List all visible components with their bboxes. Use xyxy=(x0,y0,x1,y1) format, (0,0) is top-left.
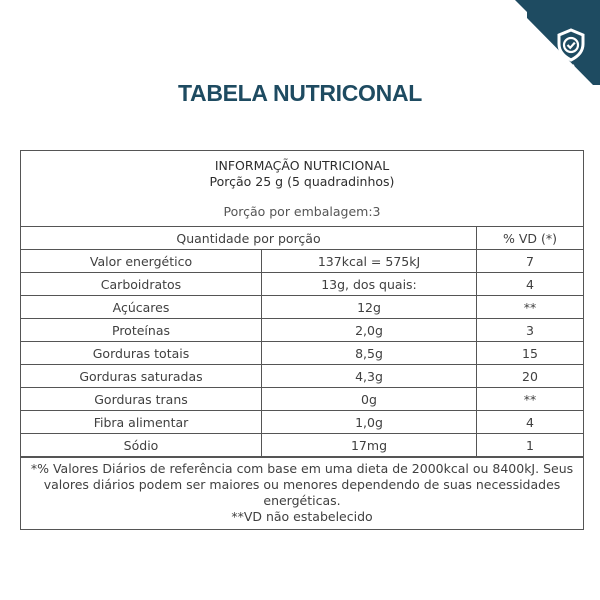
table-row xyxy=(21,365,583,388)
nutrient-amount: 2,0g xyxy=(262,319,477,342)
col-header-quantity: Quantidade por porção xyxy=(21,227,477,250)
nutrient-vd: ** xyxy=(477,388,584,411)
portions-per-package: Porção por embalagem:3 xyxy=(223,204,381,219)
table-heading: INFORMAÇÃO NUTRICIONAL xyxy=(214,158,390,173)
nutrient-name: Sódio xyxy=(21,434,262,457)
page-title: TABELA NUTRICONAL xyxy=(177,80,423,106)
nutrient-name: Valor energético xyxy=(21,250,262,273)
nutrient-name: Proteínas xyxy=(21,319,262,342)
nutrient-amount: 4,3g xyxy=(262,365,477,388)
badge-line-1: COMPRA xyxy=(535,63,577,73)
table-row xyxy=(21,411,583,434)
footnote-block xyxy=(21,457,583,529)
nutrient-vd: 3 xyxy=(477,319,584,342)
nutrient-vd: 7 xyxy=(477,250,584,273)
nutrient-vd: 4 xyxy=(477,411,584,434)
nutrient-amount: 12g xyxy=(262,296,477,319)
nutrient-vd: ** xyxy=(477,296,584,319)
nutrient-amount: 13g, dos quais: xyxy=(262,273,477,296)
badge-line-2: SEGURA xyxy=(536,73,576,83)
nutrient-grid xyxy=(21,226,583,457)
table-row xyxy=(21,319,583,342)
nutrient-amount: 1,0g xyxy=(262,411,477,434)
nutrient-amount: 8,5g xyxy=(262,342,477,365)
table-row xyxy=(21,388,583,411)
nutrition-table xyxy=(20,150,584,530)
col-header-vd: % VD (*) xyxy=(477,227,584,250)
nutrient-vd: 20 xyxy=(477,365,584,388)
nutrient-vd: 4 xyxy=(477,273,584,296)
nutrient-amount: 0g xyxy=(262,388,477,411)
table-row xyxy=(21,296,583,319)
table-row xyxy=(21,342,583,365)
nutrient-amount: 17mg xyxy=(262,434,477,457)
footnote-daily-values: *% Valores Diários de referência com base em uma dieta de 2000kcal ou 8400kJ. Seus valores diários podem ser maiores ou menores dependendo de suas necessidades energéticas. xyxy=(30,461,574,508)
table-header-block xyxy=(21,151,583,226)
nutrient-name: Gorduras totais xyxy=(21,342,262,365)
nutrient-name: Gorduras saturadas xyxy=(21,365,262,388)
compra-segura-badge xyxy=(515,0,600,85)
table-row xyxy=(21,434,583,457)
nutrient-name: Carboidratos xyxy=(21,273,262,296)
table-row xyxy=(21,250,583,273)
nutrient-name: Açúcares xyxy=(21,296,262,319)
nutrient-vd: 15 xyxy=(477,342,584,365)
nutrient-vd: 1 xyxy=(477,434,584,457)
nutrient-amount: 137kcal = 575kJ xyxy=(262,250,477,273)
nutrient-name: Gorduras trans xyxy=(21,388,262,411)
column-header-row xyxy=(21,227,583,250)
footnote-vd-not-established: **VD não estabelecido xyxy=(231,509,373,524)
table-row xyxy=(21,273,583,296)
portion-size: Porção 25 g (5 quadradinhos) xyxy=(209,174,395,189)
nutrient-name: Fibra alimentar xyxy=(21,411,262,434)
